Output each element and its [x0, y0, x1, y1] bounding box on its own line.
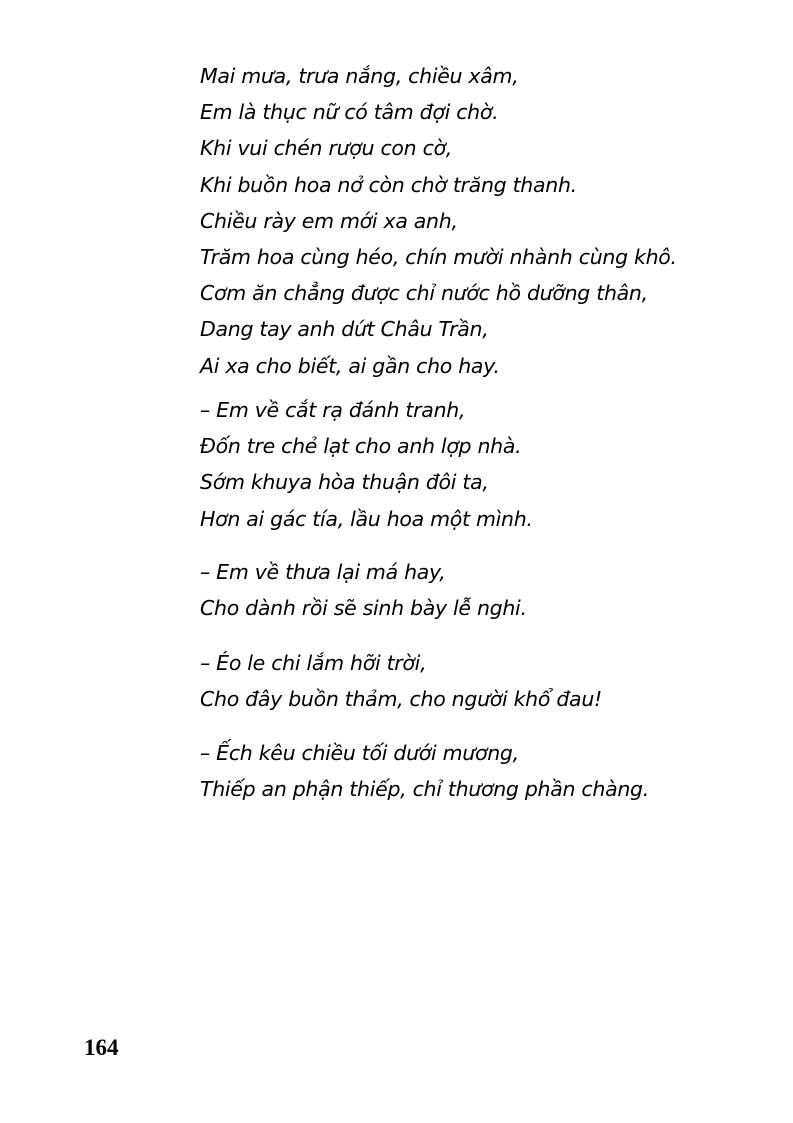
- poem-line: Đốn tre chẻ lạt cho anh lợp nhà.: [200, 434, 522, 459]
- poem-line: – Em về cắt rạ đánh tranh,: [200, 398, 466, 422]
- page-number: 164: [84, 1035, 119, 1060]
- poem-line: Cơm ăn chẳng được chỉ nước hồ dưỡng thân,: [200, 281, 648, 306]
- poem-line: Khi vui chén rượu con cờ,: [200, 136, 452, 161]
- poem-stanza-5: [200, 735, 649, 807]
- poem-line: – Éo le chi lắm hỡi trời,: [200, 651, 427, 675]
- poem-line: Sớm khuya hòa thuận đôi ta,: [200, 470, 489, 495]
- poem-line: Hơn ai gác tía, lầu hoa một mình.: [200, 506, 533, 531]
- poem-line: Thiếp an phận thiếp, chỉ thương phần chàng.: [200, 777, 649, 802]
- poem-line: Ai xa cho biết, ai gần cho hay.: [200, 353, 500, 378]
- poem-stanza-4: [200, 645, 602, 717]
- poem-stanza-2: [200, 392, 533, 537]
- poem-line: Em là thục nữ có tâm đợi chờ.: [200, 100, 499, 125]
- poem-stanza-1: [200, 58, 677, 384]
- poem-line: Chiều rày em mới xa anh,: [200, 208, 458, 233]
- poem-stanza-3: [200, 554, 527, 626]
- poem-line: Khi buồn hoa nở còn chờ trăng thanh.: [200, 172, 577, 197]
- poem-line: Trăm hoa cùng héo, chín mười nhành cùng khô.: [200, 245, 677, 270]
- poem-line: – Ếch kêu chiều tối dưới mương,: [200, 741, 519, 765]
- poem-line: Dang tay anh dứt Châu Trần,: [200, 317, 489, 342]
- poem-line: Mai mưa, trưa nắng, chiều xâm,: [200, 64, 519, 88]
- poem-line: Cho đây buồn thảm, cho người khổ đau!: [200, 687, 602, 712]
- poem-line: Cho dành rồi sẽ sinh bày lễ nghi.: [200, 596, 527, 621]
- poem-line: – Em về thưa lại má hay,: [200, 560, 446, 584]
